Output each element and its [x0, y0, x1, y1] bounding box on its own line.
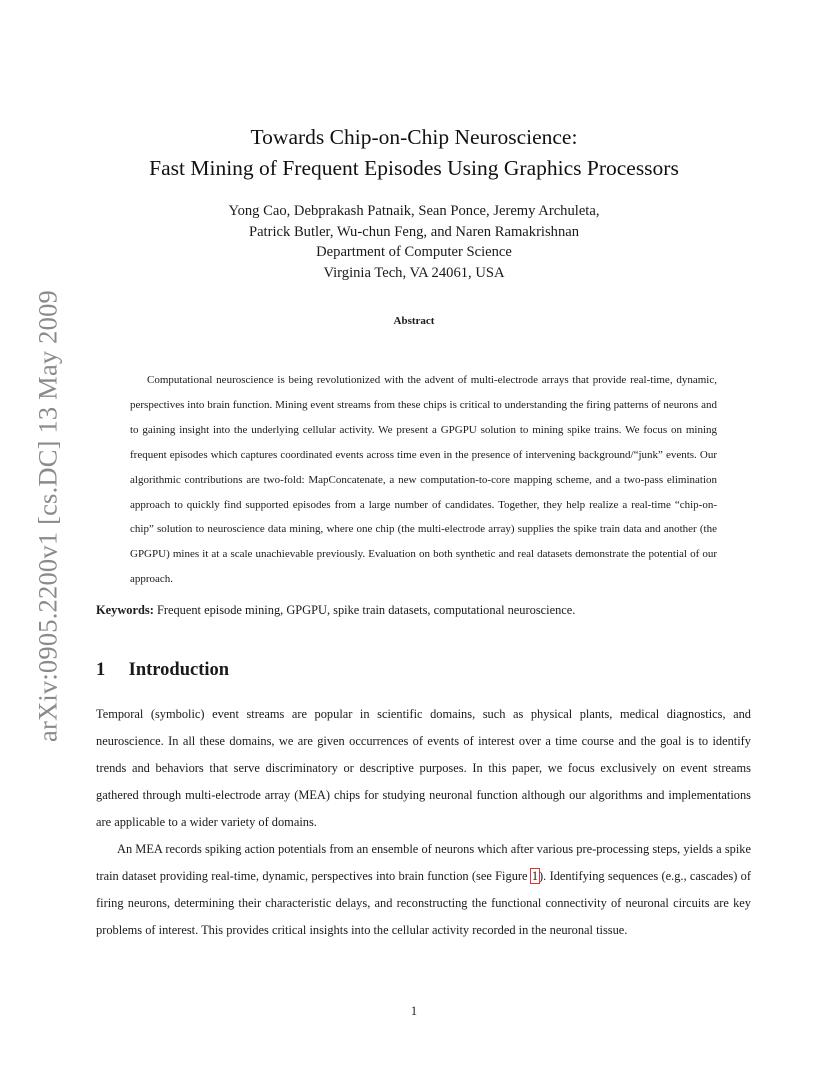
- arxiv-identifier-stamp: arXiv:0905.2200v1 [cs.DC] 13 May 2009: [32, 290, 63, 742]
- page-number: 1: [410, 1004, 418, 1018]
- keywords-text: Frequent episode mining, GPGPU, spike train datasets, computational neuroscience.: [156, 603, 576, 617]
- section-title: Introduction: [128, 660, 230, 680]
- authors-line-2: Patrick Butler, Wu-chun Feng, and Naren Ramakrishnan: [248, 223, 580, 240]
- abstract-heading: Abstract: [393, 315, 435, 327]
- section-number: 1: [96, 660, 106, 680]
- figure-1-reference-link[interactable]: 1: [531, 868, 539, 883]
- abstract-text: Computational neuroscience is being revolutionized with the advent of multi-electrode arrays that provide real-time, dynamic, perspectives into brain function. Mining event streams from these chips is critical to understanding the firing patterns of neurons and to gaining insight into the underlying cellular activity. We present a GPGPU solution to mining spike trains. We focus on mining frequent episodes which captures coordinated events across time even in the presence of intervening background/“junk” events. Our algorithmic contributions are two-fold: MapConcatenate, a new computation-to-core mapping scheme, and a two-pass elimination approach to quickly find supported episodes from a large number of candidates. Together, they help realize a real-time “chip-on-chip” solution to neuroscience data mining, where one chip (the multi-electrode array) supplies the spike train data and another (the GPGPU) mines it at a scale unachievable previously. Evaluation on both synthetic and real datasets demonstrate the potential of our approach.: [130, 374, 717, 586]
- title-line-2: Fast Mining of Frequent Episodes Using Graphics Processors: [149, 156, 679, 180]
- author-block: [0, 201, 828, 283]
- authors-line-1: Yong Cao, Debprakash Patnaik, Sean Ponce, Jeremy Archuleta,: [228, 203, 600, 219]
- author-department: Department of Computer Science: [316, 244, 512, 260]
- section-heading-introduction: [96, 658, 229, 682]
- intro-paragraph-2-text-a: An MEA records spiking action potentials from an ensemble of neurons which after various pre-processing steps, yields a spike train dataset providing real-time, dynamic, perspectives into brain function (see Figure: [96, 842, 751, 883]
- keywords-label: Keywords:: [96, 603, 154, 617]
- intro-paragraph-2: [96, 836, 751, 944]
- keywords-line: [96, 601, 756, 619]
- paper-title: [0, 122, 828, 184]
- intro-paragraph-2-text-b: ). Identifying sequences (e.g., cascades) of firing neurons, determining their characteristic delays, and reconstructing the functional connectivity of neuronal circuits are key problems of interest. This provides critical insights into the cellular activity recorded in the neuronal tissue.: [96, 868, 751, 937]
- author-address: Virginia Tech, VA 24061, USA: [323, 264, 505, 281]
- title-line-1: Towards Chip-on-Chip Neuroscience:: [250, 125, 578, 149]
- intro-paragraph-1: Temporal (symbolic) event streams are popular in scientific domains, such as physical plants, medical diagnostics, and neuroscience. In all these domains, we are given occurrences of events of interest over a time course and the goal is to identify trends and behaviors that serve discriminatory or descriptive purposes. In this paper, we focus exclusively on event streams gathered through multi-electrode array (MEA) chips for studying neuronal function although our algorithms and implementations are applicable to a wider variety of domains.: [96, 707, 751, 829]
